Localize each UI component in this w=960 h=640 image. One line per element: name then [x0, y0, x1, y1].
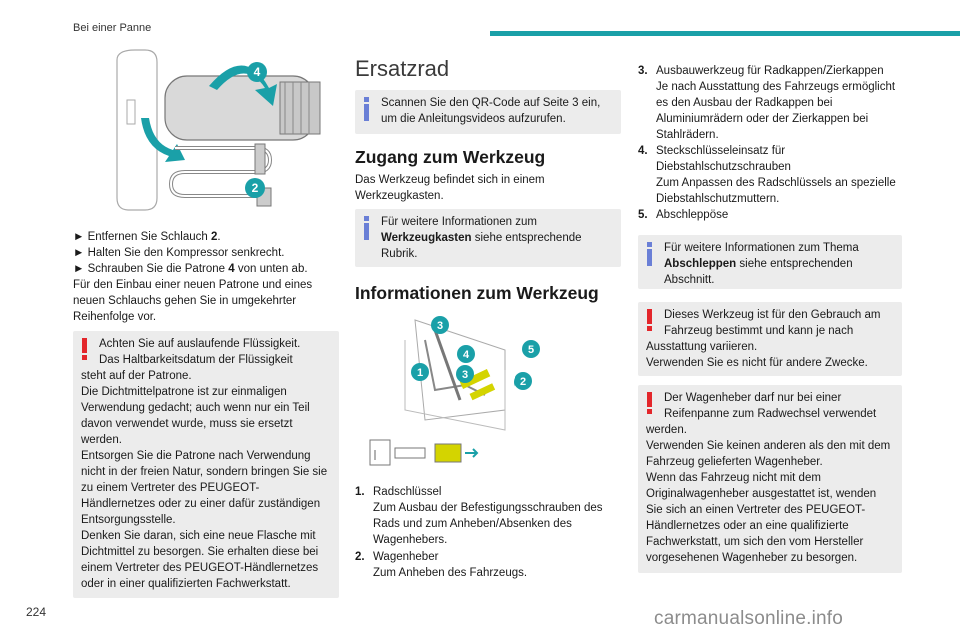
- step-3: ► Schrauben Sie die Patrone 4 von unten ab.: [73, 263, 308, 275]
- watermark: carmanualsonline.info: [654, 608, 844, 629]
- list-item-2: 2. Wagenheber Zum Anheben des Fahrzeugs.: [355, 551, 528, 579]
- toolkit-callouts-right: [515, 335, 555, 395]
- warning-icon: [82, 338, 88, 360]
- info-icon: [364, 216, 369, 240]
- info-icon: [364, 97, 369, 121]
- header-accent-bar: [490, 31, 960, 36]
- heading-tool-info: Informationen zum Werkzeug: [355, 283, 599, 303]
- callout-2: 2: [251, 181, 259, 195]
- list-item-1: 1. Radschlüssel Zum Ausbau der Befestigungsschrauben des Rads und zum Anheben/Absenken des Wagenhebers.: [355, 486, 603, 546]
- compressor-cartridge-illustration: [105, 48, 335, 218]
- info-icon: [647, 242, 652, 266]
- step-2: ► Halten Sie den Kompressor senkrecht.: [73, 247, 285, 259]
- callout-3-top: 3: [436, 320, 444, 332]
- warning-box-jack: Der Wagenheber darf nur bei einer Reifenpanne zum Radwechsel verwendet werden. Verwenden Sie keinen anderen als den mit dem Fahrzeug gelieferten Wagenheber. Wenn das Fahrzeug nicht mit dem Originalwagenheber ausgestattet ist, wenden Sie sich an einen Vertreter des PEUGEOT-Händlernetzes oder an eine qualifizierte Fachwerkstatt, um sich den vom Hersteller vorgesehenen Wagenheber zu besorgen.: [638, 385, 902, 573]
- callout-2: 2: [519, 376, 527, 388]
- callout-4: 4: [462, 349, 470, 361]
- list-item-3: 3. Ausbauwerkzeug für Radkappen/Zierkappen Je nach Ausstattung des Fahrzeugs ermöglicht es den Ausbau der Radkappen bei Aluminiumrädern oder der Zierkappen bei Stahlrädern.: [638, 65, 896, 141]
- access-text: Das Werkzeug befindet sich in einem Werkzeugkasten.: [355, 174, 545, 202]
- warning-box-cartridge: Achten Sie auf auslaufende Flüssigkeit. Das Haltbarkeitsdatum der Flüssigkeit steht auf der Patrone. Die Dichtmittelpatrone ist zur einmaligen Verwendung gedacht; auch wenn nur ein Teil davon verwendet wurde, muss sie ersetzt werden. Entsorgen Sie die Patrone nach Verwendung nicht in der freien Natur, sondern bringen Sie sie zu einem Vertreter des PEUGEOT-Händlernetzes oder zu einer dafür zuständigen Entsorgungsstelle. Denken Sie daran, sich eine neue Flasche mit Dichtmittel zu besorgen. Sie erhalten diese bei einem Vertreter des PEUGEOT-Händlernetzes oder in einer qualifizierten Fachwerkstatt.: [73, 331, 339, 598]
- page-number: 224: [26, 605, 47, 619]
- list-item-5: 5. Abschleppöse: [638, 209, 729, 221]
- warning-box-tool-use: Dieses Werkzeug ist für den Gebrauch am Fahrzeug bestimmt und kann je nach Ausstattung variieren. Verwenden Sie es nicht für andere Zwecke.: [638, 302, 902, 376]
- info-box-qr: Scannen Sie den QR-Code auf Seite 3 ein, um die Anleitungsvideos aufzurufen.: [355, 90, 621, 134]
- callout-5: 5: [527, 344, 535, 356]
- step-1: ► Entfernen Sie Schlauch 2.: [73, 231, 221, 243]
- toolkit-illustration: [365, 310, 515, 470]
- reinstall-paragraph: Für den Einbau einer neuen Patrone und eines neuen Schlauchs gehen Sie in umgekehrter Reihenfolge vor.: [73, 279, 313, 323]
- section-title-ersatzrad: Ersatzrad: [355, 56, 450, 81]
- page-header-title: Bei einer Panne: [73, 22, 152, 34]
- list-item-4: 4. Steckschlüsseleinsatz für Diebstahlschutzschrauben Zum Anpassen des Radschlüssels an spezielle Diebstahlschutzmuttern.: [638, 145, 896, 205]
- warning-icon: [647, 309, 653, 331]
- callout-3-bottom: 3: [461, 369, 469, 381]
- heading-access-tools: Zugang zum Werkzeug: [355, 147, 546, 167]
- removal-steps: [73, 229, 341, 325]
- warning-icon: [647, 392, 653, 414]
- callout-1: 1: [416, 367, 424, 379]
- info-box-toolkit: Für weitere Informationen zum Werkzeugkasten siehe entsprechende Rubrik.: [355, 209, 621, 267]
- info-box-towing: Für weitere Informationen zum Thema Abschleppen siehe entsprechenden Abschnitt.: [638, 235, 902, 289]
- callout-4: 4: [253, 65, 261, 79]
